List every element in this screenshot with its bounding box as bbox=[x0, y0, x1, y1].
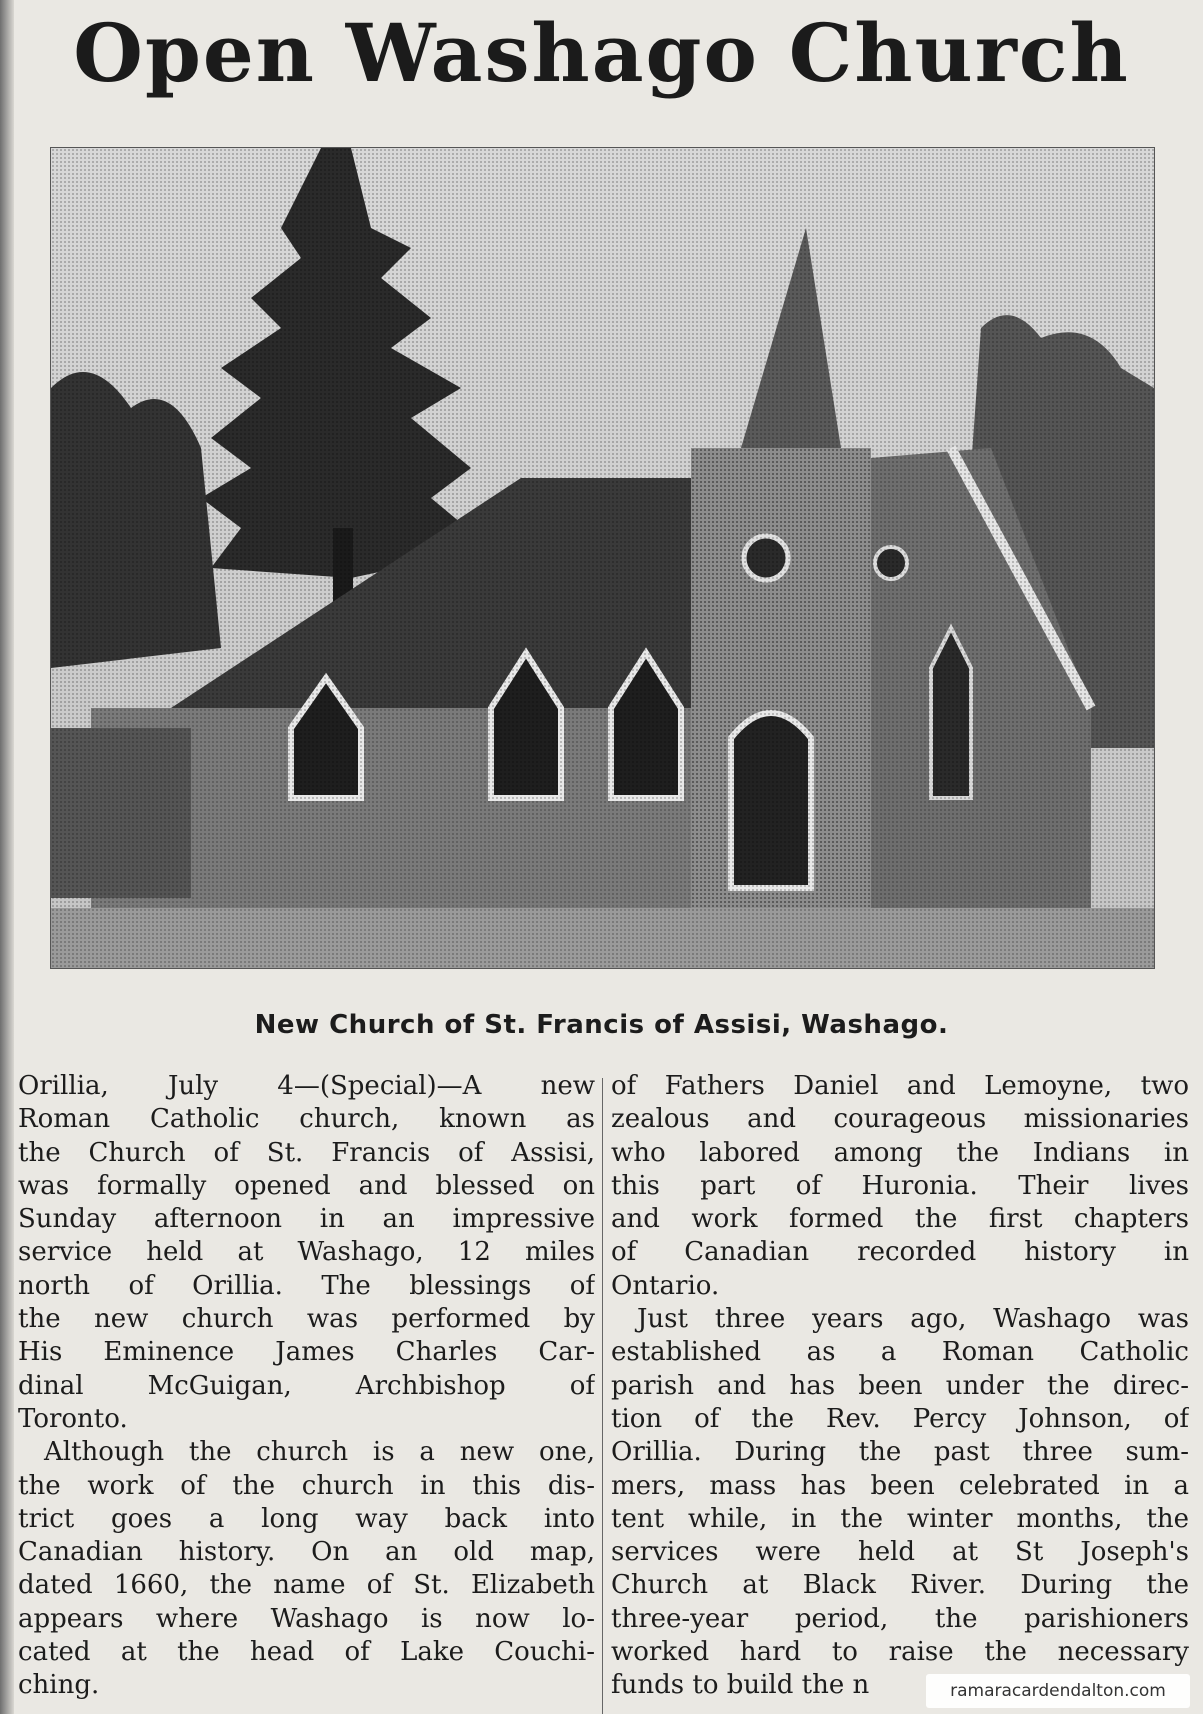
article-line: trict goes a long way back into bbox=[18, 1503, 595, 1534]
article-line: Toronto. bbox=[18, 1403, 128, 1434]
article-line: appears where Washago is now lo- bbox=[18, 1603, 595, 1634]
column-divider bbox=[602, 1078, 603, 1714]
photo-caption: New Church of St. Francis of Assisi, Washago. bbox=[254, 1010, 949, 1040]
article-line: of Fathers Daniel and Lemoyne, two bbox=[611, 1071, 1189, 1101]
article-line: and work formed the first chapters bbox=[611, 1204, 1189, 1235]
article-line: north of Orillia. The blessings of bbox=[18, 1270, 595, 1301]
article-line: the Church of St. Francis of Assisi, bbox=[18, 1137, 595, 1168]
article-line: tent while, in the winter months, the bbox=[611, 1503, 1189, 1534]
article-line: Roman Catholic church, known as bbox=[18, 1104, 595, 1135]
article-line: Church at Black River. During the bbox=[611, 1570, 1189, 1601]
article-line: funds to build the n bbox=[611, 1670, 870, 1701]
article-line: mers, mass has been celebrated in a bbox=[611, 1470, 1189, 1501]
headline: Open Washago Church bbox=[73, 6, 1130, 100]
article-line: Although the church is a new one, bbox=[44, 1437, 595, 1468]
article-line: Orillia. During the past three sum- bbox=[611, 1437, 1189, 1468]
article-line: dinal McGuigan, Archbishop of bbox=[18, 1370, 595, 1401]
article-line: the new church was performed by bbox=[18, 1304, 595, 1335]
article-line: cated at the head of Lake Couchi- bbox=[18, 1637, 595, 1668]
article-line: this part of Huronia. Their lives bbox=[611, 1170, 1189, 1201]
article-line: who labored among the Indians in bbox=[611, 1137, 1189, 1168]
article-line: established as a Roman Catholic bbox=[611, 1337, 1189, 1368]
scan-edge-shadow bbox=[0, 0, 14, 1714]
article-line: tion of the Rev. Percy Johnson, of bbox=[611, 1403, 1189, 1434]
article-line: the work of the church in this dis- bbox=[18, 1470, 595, 1501]
article-line: was formally opened and blessed on bbox=[18, 1170, 595, 1201]
article-column-right bbox=[611, 1070, 1189, 1703]
article-line: parish and has been under the direc- bbox=[611, 1370, 1189, 1401]
church-photo bbox=[50, 147, 1155, 969]
article-line: Ontario. bbox=[611, 1270, 720, 1301]
article-line: dated 1660, the name of St. Elizabeth bbox=[18, 1570, 595, 1601]
article-line: ching. bbox=[18, 1670, 100, 1701]
article-line: worked hard to raise the necessary bbox=[611, 1637, 1189, 1668]
article-line: of Canadian recorded history in bbox=[611, 1237, 1189, 1268]
article-line: service held at Washago, 12 miles bbox=[18, 1237, 595, 1268]
article-line: His Eminence James Charles Car- bbox=[18, 1337, 595, 1368]
site-watermark: ramaracardendalton.com bbox=[926, 1674, 1190, 1708]
church-illustration bbox=[51, 148, 1154, 968]
article-line: Canadian history. On an old map, bbox=[18, 1537, 595, 1568]
article-line: three-year period, the parishioners bbox=[611, 1603, 1189, 1634]
article-line: Orillia, July 4—(Special)—A new bbox=[18, 1071, 595, 1101]
article-line: Just three years ago, Washago was bbox=[637, 1304, 1189, 1335]
article-line: Sunday afternoon in an impressive bbox=[18, 1204, 595, 1235]
article-column-left bbox=[18, 1070, 595, 1703]
article-line: services were held at St Joseph's bbox=[611, 1537, 1189, 1568]
article-line: zealous and courageous missionaries bbox=[611, 1104, 1189, 1135]
